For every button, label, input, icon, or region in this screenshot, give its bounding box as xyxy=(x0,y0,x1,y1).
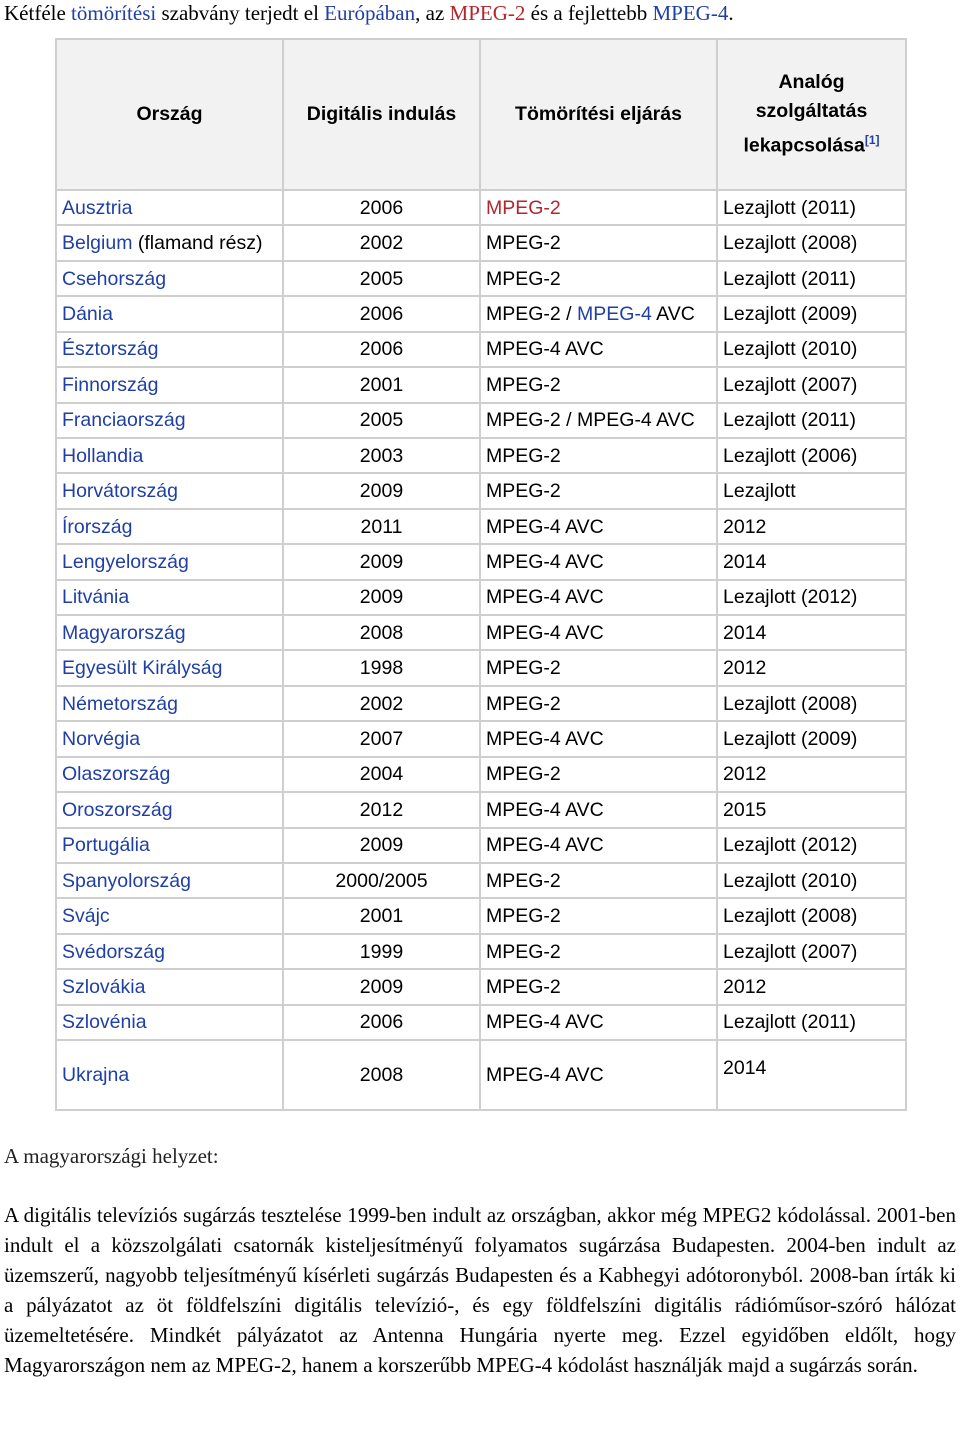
analog-status: Lezajlott (2011) xyxy=(717,1005,906,1040)
start-year: 2006 xyxy=(283,1005,480,1040)
dvb-table xyxy=(55,38,907,1111)
compression: MPEG-4 AVC xyxy=(480,828,717,863)
start-year: 2002 xyxy=(283,225,480,260)
compression: MPEG-2 xyxy=(480,686,717,721)
analog-status: Lezajlott (2012) xyxy=(717,828,906,863)
start-year: 2000/2005 xyxy=(283,863,480,898)
analog-status: Lezajlott (2011) xyxy=(717,261,906,296)
country-cell xyxy=(56,225,283,260)
analog-status: 2015 xyxy=(717,792,906,827)
start-year: 2008 xyxy=(283,1040,480,1110)
analog-status: 2014 xyxy=(717,615,906,650)
country-link[interactable]: Szlovákia xyxy=(56,969,283,1004)
analog-status: Lezajlott (2009) xyxy=(717,721,906,756)
country-link[interactable]: Finnország xyxy=(56,367,283,402)
table-row xyxy=(56,934,906,969)
table-row xyxy=(56,332,906,367)
analog-status: 2012 xyxy=(717,969,906,1004)
analog-status: 2012 xyxy=(717,650,906,685)
start-year: 2006 xyxy=(283,296,480,331)
analog-status: Lezajlott (2008) xyxy=(717,686,906,721)
country-link[interactable]: Észtország xyxy=(56,332,283,367)
start-year: 2009 xyxy=(283,580,480,615)
analog-status: Lezajlott (2010) xyxy=(717,863,906,898)
start-year: 2009 xyxy=(283,969,480,1004)
compression: MPEG-4 AVC xyxy=(480,1040,717,1110)
start-year: 2007 xyxy=(283,721,480,756)
analog-status: Lezajlott (2006) xyxy=(717,438,906,473)
start-year: 2005 xyxy=(283,403,480,438)
compression: MPEG-2 xyxy=(480,969,717,1004)
intro-text-4: és a fejlettebb xyxy=(525,1,653,25)
country-link[interactable]: Norvégia xyxy=(56,721,283,756)
country-link[interactable]: Spanyolország xyxy=(56,863,283,898)
country-link[interactable]: Dánia xyxy=(56,296,283,331)
header-country[interactable]: Ország xyxy=(56,39,283,190)
link-tomoritesi[interactable]: tömörítési xyxy=(71,1,157,25)
country-link[interactable]: Svédország xyxy=(56,934,283,969)
start-year: 2003 xyxy=(283,438,480,473)
compression: MPEG-2 xyxy=(480,650,717,685)
analog-status: Lezajlott (2008) xyxy=(717,225,906,260)
country-link[interactable]: Csehország xyxy=(56,261,283,296)
analog-status: 2012 xyxy=(717,757,906,792)
compression: MPEG-2 xyxy=(480,863,717,898)
compression-part-a: MPEG-2 / xyxy=(486,302,578,325)
header-digital-start[interactable]: Digitális indulás xyxy=(283,39,480,190)
section-subheading: A magyarországi helyzet: xyxy=(4,1144,219,1168)
header-analog-line2: szolgáltatás xyxy=(755,100,868,123)
country-link[interactable]: Horvátország xyxy=(56,473,283,508)
intro-text-5: . xyxy=(728,1,734,25)
country-link[interactable]: Litvánia xyxy=(56,580,283,615)
table-row xyxy=(56,721,906,756)
country-link[interactable]: Írország xyxy=(56,509,283,544)
table-row xyxy=(56,898,906,933)
country-link[interactable]: Németország xyxy=(56,686,283,721)
table-row xyxy=(56,615,906,650)
analog-status: Lezajlott (2007) xyxy=(717,367,906,402)
compression: MPEG-2 xyxy=(480,757,717,792)
analog-status: 2014 xyxy=(717,1040,906,1110)
compression: MPEG-2 xyxy=(480,898,717,933)
country-link[interactable]: Franciaország xyxy=(56,403,283,438)
header-analog-line1: Analóg xyxy=(778,71,845,94)
analog-status: Lezajlott (2009) xyxy=(717,296,906,331)
start-year: 2011 xyxy=(283,509,480,544)
start-year: 2012 xyxy=(283,792,480,827)
start-year: 2009 xyxy=(283,544,480,579)
country-link[interactable]: Magyarország xyxy=(56,615,283,650)
intro-sentence xyxy=(4,0,956,26)
table-row xyxy=(56,544,906,579)
table-header-row xyxy=(56,39,906,190)
start-year: 2002 xyxy=(283,686,480,721)
compression-link-mpeg4[interactable]: MPEG-4 xyxy=(577,302,652,325)
compression: MPEG-2 xyxy=(480,473,717,508)
header-compression[interactable]: Tömörítési eljárás xyxy=(480,39,717,190)
compression: MPEG-4 AVC xyxy=(480,1005,717,1040)
table-row xyxy=(56,828,906,863)
compression: MPEG-4 AVC xyxy=(480,509,717,544)
analog-status: 2012 xyxy=(717,509,906,544)
table-row xyxy=(56,969,906,1004)
start-year: 2009 xyxy=(283,828,480,863)
table-row xyxy=(56,580,906,615)
analog-status: Lezajlott xyxy=(717,473,906,508)
start-year: 2006 xyxy=(283,332,480,367)
compression: MPEG-2 xyxy=(480,225,717,260)
compression: MPEG-2 xyxy=(480,367,717,402)
body-paragraph: A digitális televíziós sugárzás tesztelése 1999-ben indult az országban, akkor még MPEG2 kódolással. 2001-ben indult el a közszolgálati csatornák kisteljesítményű folyamatos sugárzása Budapesten. 2004-ben indult az üzemszerű, nagyobb teljesítményű kísérleti sugárzás Budapesten és a Kabhegyi adótoronyból. 2008-ban írták ki a pályázatot az öt földfelszíni digitális televízió-, és egy földfelszíni digitális rádióműsor-szóró hálózat üzemeltetésére. Mindkét pályázatot az Antenna Hungária nyerte meg. Ezzel egyidőben eldőlt, hogy Magyarországon nem az MPEG-2, hanem a korszerűbb MPEG-4 kódolást használják majd a sugárzás során. xyxy=(4,1203,956,1377)
table-row xyxy=(56,296,906,331)
compression: MPEG-4 AVC xyxy=(480,792,717,827)
table-row xyxy=(56,403,906,438)
table-row xyxy=(56,757,906,792)
table-row xyxy=(56,1005,906,1040)
country-link[interactable]: Szlovénia xyxy=(56,1005,283,1040)
country-link[interactable]: Lengyelország xyxy=(56,544,283,579)
compression: MPEG-4 AVC xyxy=(480,580,717,615)
start-year: 1999 xyxy=(283,934,480,969)
start-year: 2001 xyxy=(283,898,480,933)
link-mpeg2[interactable]: MPEG-2 xyxy=(449,1,526,25)
country-link[interactable]: Ukrajna xyxy=(56,1040,283,1110)
analog-status: Lezajlott (2008) xyxy=(717,898,906,933)
country-link[interactable]: Belgium xyxy=(62,232,133,255)
table-row xyxy=(56,792,906,827)
analog-status: Lezajlott (2010) xyxy=(717,332,906,367)
table-row xyxy=(56,367,906,402)
country-link[interactable]: Egyesült Királyság xyxy=(56,650,283,685)
analog-status: Lezajlott (2012) xyxy=(717,580,906,615)
table-row xyxy=(56,473,906,508)
country-link[interactable]: Hollandia xyxy=(56,438,283,473)
analog-status: 2014 xyxy=(717,544,906,579)
country-link[interactable]: Svájc xyxy=(56,898,283,933)
start-year: 1998 xyxy=(283,650,480,685)
table-row xyxy=(56,509,906,544)
start-year: 2006 xyxy=(283,190,480,225)
table-row xyxy=(56,686,906,721)
analog-status: Lezajlott (2011) xyxy=(717,190,906,225)
analog-status: Lezajlott (2011) xyxy=(717,403,906,438)
table-row xyxy=(56,1040,906,1110)
compression: MPEG-4 AVC xyxy=(480,615,717,650)
country-link[interactable]: Portugália xyxy=(56,828,283,863)
analog-status: Lezajlott (2007) xyxy=(717,934,906,969)
compression-link[interactable]: MPEG-2 xyxy=(480,190,717,225)
compression: MPEG-2 xyxy=(480,438,717,473)
compression-part-c: AVC xyxy=(651,302,695,325)
table-row xyxy=(56,438,906,473)
compression: MPEG-2 xyxy=(480,261,717,296)
header-analog-line3: lekapcsolása xyxy=(743,134,865,157)
table-row xyxy=(56,225,906,260)
header-analog-switchoff[interactable] xyxy=(717,39,906,190)
compression-cell xyxy=(480,296,717,331)
table-row xyxy=(56,863,906,898)
footnote-ref[interactable]: [1] xyxy=(864,133,880,148)
start-year: 2004 xyxy=(283,757,480,792)
start-year: 2009 xyxy=(283,473,480,508)
compression: MPEG-2 xyxy=(480,934,717,969)
start-year: 2008 xyxy=(283,615,480,650)
link-europaban[interactable]: Európában xyxy=(324,1,416,25)
start-year: 2005 xyxy=(283,261,480,296)
intro-text-2: szabvány terjedt el xyxy=(156,1,325,25)
table-row xyxy=(56,650,906,685)
table-row xyxy=(56,190,906,225)
table-row xyxy=(56,261,906,296)
intro-text-3: , az xyxy=(415,1,450,25)
compression: MPEG-4 AVC xyxy=(480,544,717,579)
country-link[interactable]: Olaszország xyxy=(56,757,283,792)
compression: MPEG-4 AVC xyxy=(480,332,717,367)
country-extra: (flamand rész) xyxy=(132,232,263,255)
link-mpeg4[interactable]: MPEG-4 xyxy=(652,1,729,25)
compression: MPEG-2 / MPEG-4 AVC xyxy=(480,403,717,438)
intro-text-1: Kétféle xyxy=(4,1,72,25)
country-link[interactable]: Ausztria xyxy=(56,190,283,225)
start-year: 2001 xyxy=(283,367,480,402)
country-link[interactable]: Oroszország xyxy=(56,792,283,827)
compression: MPEG-4 AVC xyxy=(480,721,717,756)
